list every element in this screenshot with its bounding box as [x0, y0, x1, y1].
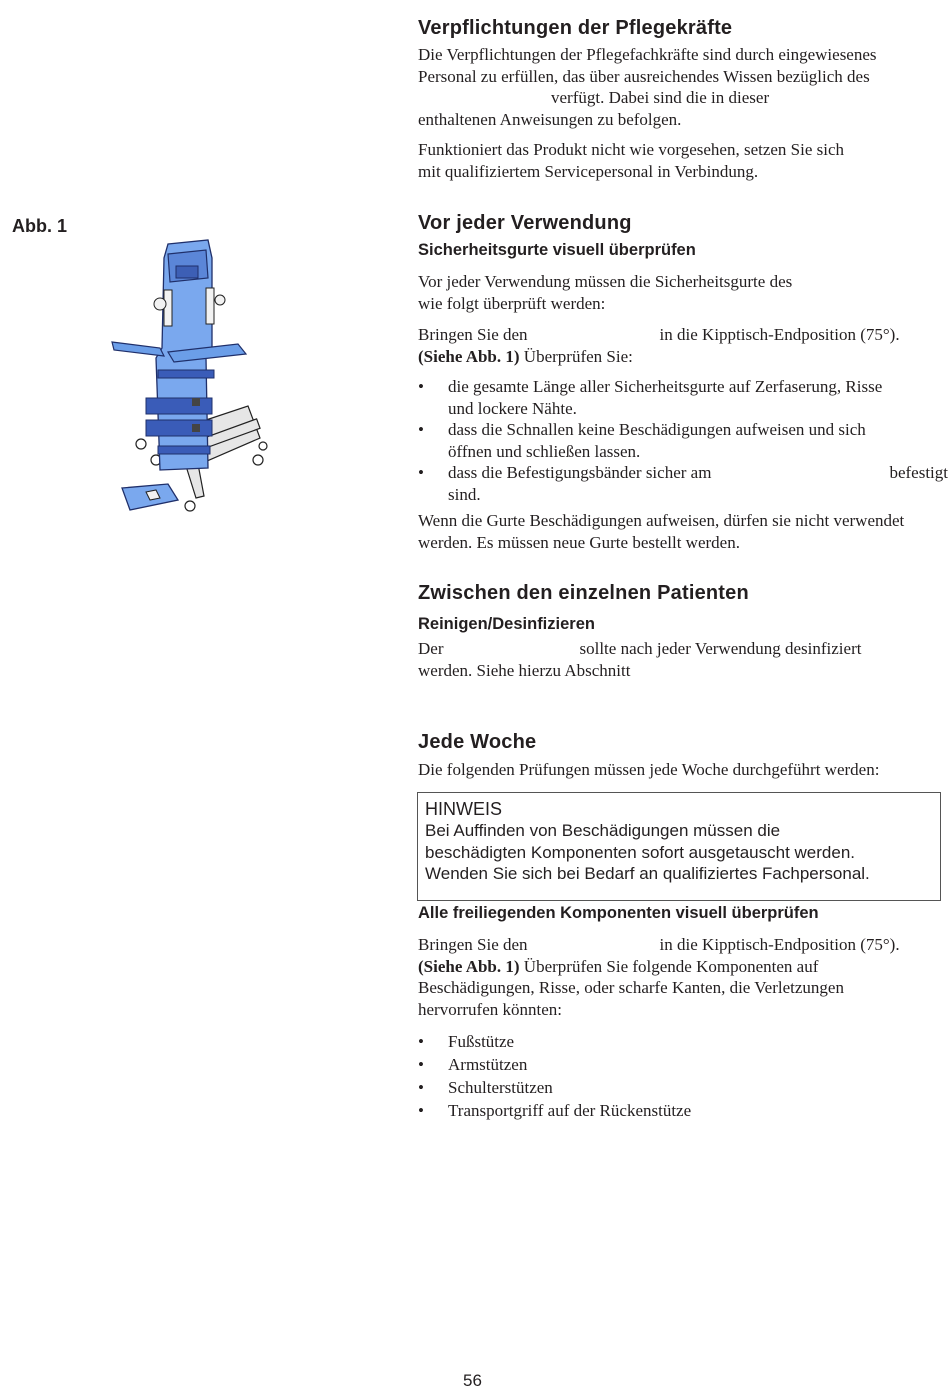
- text-line: mit qualifiziertem Servicepersonal in Verbindung.: [418, 161, 759, 181]
- text-line: Bringen Sie den in die Kipptisch-Endposition (75°).: [418, 935, 900, 954]
- component-checklist: [418, 1030, 948, 1122]
- paragraph-verpflichtungen: [418, 44, 948, 130]
- text-line: Bringen Sie den in die Kipptisch-Endposition (75°).: [418, 325, 900, 344]
- armrest-left: [112, 342, 164, 356]
- strap-checklist: [418, 376, 948, 505]
- page-number: 56: [463, 1371, 482, 1390]
- text-line: werden. Siehe hierzu Abschnitt: [418, 660, 631, 680]
- figure-reference: (Siehe Abb. 1): [418, 956, 520, 976]
- text-line: hervorrufen könnten:: [418, 999, 562, 1019]
- paragraph-kipptisch: [418, 324, 948, 367]
- paragraph-desinfizieren: [418, 638, 948, 681]
- paragraph-service: [418, 139, 948, 182]
- paragraph-gurte-pruefen: [418, 271, 948, 314]
- paragraph-komponenten: [418, 934, 948, 1020]
- list-item: • dass die Schnallen keine Beschädigungen aufweisen und sich öffnen und schließen lassen.: [418, 420, 866, 461]
- notice-box: [417, 792, 941, 901]
- list-item: • Armstützen: [418, 1055, 528, 1074]
- text-line: Personal zu erfüllen, das über ausreichendes Wissen bezüglich des: [418, 66, 870, 86]
- notice-line: Bei Auffinden von Beschädigungen müssen die: [425, 821, 781, 840]
- heading-zwischen-patienten: Zwischen den einzelnen Patienten: [418, 582, 749, 604]
- text-line: (Siehe Abb. 1) Überprüfen Sie folgende Komponenten auf: [418, 956, 819, 976]
- text-line: (Siehe Abb. 1) Überprüfen Sie:: [418, 346, 633, 366]
- notice-title: HINWEIS: [425, 799, 503, 819]
- text-line: Die Verpflichtungen der Pflegefachkräfte sind durch eingewiesenes: [418, 45, 877, 64]
- list-item: • dass die Befestigungsbänder sicher am befestigt sind.: [418, 463, 948, 504]
- text-line: Vor jeder Verwendung müssen die Sicherheitsgurte des: [418, 272, 793, 291]
- text-line: Die folgenden Prüfungen müssen jede Woche durchgeführt werden:: [418, 760, 880, 779]
- subheading-reinigen: Reinigen/Desinfizieren: [418, 615, 595, 633]
- heading-vor-jeder-verwendung: Vor jeder Verwendung: [418, 212, 632, 234]
- text-line: Wenn die Gurte Beschädigungen aufweisen, dürfen sie nicht verwendet: [418, 511, 905, 530]
- text-line: Der sollte nach jeder Verwendung desinfiziert: [418, 639, 862, 658]
- list-item: • die gesamte Länge aller Sicherheitsgurte auf Zerfaserung, Risse und lockere Nähte.: [418, 377, 883, 418]
- list-item: • Fußstütze: [418, 1032, 515, 1051]
- heading-verpflichtungen: Verpflichtungen der Pflegekräfte: [418, 17, 733, 39]
- paragraph-woche-intro: [418, 759, 948, 781]
- text-line: Funktioniert das Produkt nicht wie vorgesehen, setzen Sie sich: [418, 140, 845, 159]
- list-item: • Transportgriff auf der Rückenstütze: [418, 1101, 692, 1120]
- subheading-komponenten: Alle freiliegenden Komponenten visuell überprüfen: [418, 904, 819, 922]
- heading-jede-woche: Jede Woche: [418, 731, 537, 753]
- notice-line: beschädigten Komponenten sofort ausgetauscht werden.: [425, 842, 856, 862]
- notice-line: Wenden Sie sich bei Bedarf an qualifiziertes Fachpersonal.: [425, 864, 870, 883]
- text-line: werden. Es müssen neue Gurte bestellt werden.: [418, 532, 740, 552]
- text-line: wie folgt überprüft werden:: [418, 293, 606, 313]
- paragraph-gurte-ersetzen: [418, 510, 948, 553]
- text-line: verfügt. Dabei sind die in dieser: [551, 88, 770, 107]
- list-item: • Schulterstützen: [418, 1078, 553, 1097]
- figure-reference: (Siehe Abb. 1): [418, 346, 520, 366]
- text-line: Beschädigungen, Risse, oder scharfe Kanten, die Verletzungen: [418, 978, 844, 997]
- tilt-table-illustration: [108, 238, 273, 520]
- text-line: enthaltenen Anweisungen zu befolgen.: [418, 109, 682, 129]
- subheading-sicherheitsgurte: Sicherheitsgurte visuell überprüfen: [418, 241, 696, 259]
- figure-label: Abb. 1: [12, 216, 68, 236]
